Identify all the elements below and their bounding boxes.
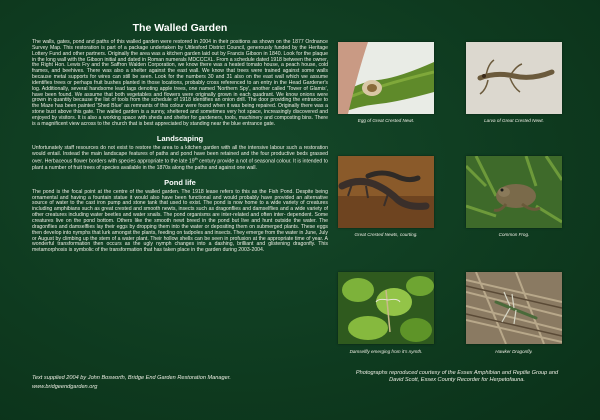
photo-common-frog bbox=[466, 156, 562, 228]
caption-newt-larva: Larva of Great Crested Newt. bbox=[484, 118, 544, 123]
caption-common-frog: Common Frog. bbox=[498, 232, 530, 237]
text-column bbox=[32, 22, 328, 254]
common-frog-image bbox=[466, 156, 562, 228]
text-supplied-by: Text supplied 2004 by John Bosworth, Bridge End Garden Restoration Manager. bbox=[32, 375, 231, 381]
landscaping-heading: Landscaping bbox=[156, 133, 204, 143]
photo-courting-newts bbox=[338, 156, 434, 228]
newt-egg-image bbox=[338, 42, 434, 114]
text-credit bbox=[32, 375, 332, 392]
pondlife-heading: Pond life bbox=[164, 177, 196, 187]
photo-newt-larva bbox=[466, 42, 562, 114]
photo-newt-egg bbox=[338, 42, 434, 114]
landscaping-text-after: century provide a not of seasonal colour. It is intended to plant a number of fruit trees of species available in the 1870s along the paths and against one wall. bbox=[32, 159, 328, 171]
caption-damselfly: Damselfly emerging from it's nymth. bbox=[349, 349, 423, 354]
page-title: The Walled Garden bbox=[132, 22, 228, 34]
photo-hawker-dragonfly bbox=[466, 272, 562, 344]
photo-credit: Photographs reproduced courtesy of the Essex Amphibian and Reptile Group and David Scott, Essex County Recorder for Herpetofauna. bbox=[355, 370, 559, 383]
landscaping-superscript: th bbox=[194, 157, 198, 162]
pondlife-paragraph: The pond is the focal point at the centre of the walled garden. The 1918 lease refers to this as the Fish Pond. Despite being ornamental and having a fountain statue it would also have been functional and would probably have provided an alternative source of water to the cast iron pump and stone tank that used to exist. The pond is now home to a wide variety of creatures including amphibians such as great crested and smooth newts, insects such as dragonflies and damselflies and a wide variety of other creatures including water beetles and water snails. The pond organisms are inter-related and often inter- dependent. Some creatures live on the pond bottom. Others like the smooth newt breed in the pond but live and hunt outside the water. The dragonflies and damselflies lay their eggs by dropping them into the water or depositing them on submerged plants. These eggs then develop into nymphs that lurk amongst the plants, feeding on tadpoles and insects. They emerge from the water in June, July or August by climbing up the stem of a water plant. Their hollow shells can be seen in profusion at the appropriate time of year. A wonderful transformation then occurs as the ugly nymph changes into a dashing, brilliant and glistening dragonfly. This metamorphosis is symbolic of the transformation that has taken place in the garden during 2003-2004. bbox=[32, 188, 328, 254]
courting-newts-image bbox=[338, 156, 434, 228]
landscaping-paragraph bbox=[32, 146, 328, 172]
landscaping-text-before: Unfortunately staff resources do not exist to restore the area to a kitchen garden with all the intensive labour such a restoration would entail. Instead the main landscape features of paths and pond have been retained and the four productive beds grassed over. Herbaceous flower borders with species appropriate to the late 19 bbox=[32, 144, 328, 166]
damselfly-image bbox=[338, 272, 434, 344]
caption-courting-newts: Great Crested Newts, courting. bbox=[354, 232, 418, 237]
hawker-dragonfly-image bbox=[466, 272, 562, 344]
caption-newt-egg: Egg of Great Crested Newt. bbox=[357, 118, 415, 123]
newt-larva-image bbox=[466, 42, 562, 114]
intro-paragraph: The walls, gates, pond and paths of this walled garden were restored in 2004 in their positions as shown on the 1877 Ordnance Survey Map. This restoration is part of a package undertaken by Uttlesford District Council, generously funded by the Heritage Lottery Fund and other partners. Originally the area was a kitchen garden laid out by Francis Gibson in 1840. Look for the plaque in the long wall with the Gibson initial and dated in Roman numerals MDCCCXL. From a schedule dated 1918 between the owner, the Right Hon. Lewis Fry and the Saffron Walden Corporation, we know there was a heated tomato house, a peach house, cold frames, and beehives. There was also a shelter against the east wall. We know that trees were trained against some walls because metal supports for wires can still be seen. Look for the numbers 30 and 31 also on the east wall which we assume identifies trees or perhaps fruit bushes planted in those locations, probably cross referenced to an entry in the Head Gardener's log. Additionally, several handsome lead tags denoting apple trees, one named 'Northern Spy', another called 'Tower of Glamis', have been found. We assume that both vegetables and flowers were originally grown in each quadrant. We know onions were grown in quantity because the list of tools from the schedule of 1918 identifies an onion drill. The door providing the entrance to the Maze has been painted 'Shed Blue' as remnants of this colour were found when it was being repaired. Originally there was a stone bust above this gate. The walled garden is a sunny, sheltered and sometimes very hot space, increasingly discovered and enjoyed by visitors. It is also a working space with sheds and shelter for gardeners, tools, machinery and composting bins. There is a magnificent view across to the church that is best appreciated by standing near the blue entrance gate. bbox=[32, 39, 328, 127]
caption-hawker-dragonfly: Hawker Dragonfly. bbox=[495, 349, 533, 354]
website-link[interactable]: www.bridgeendgarden.org bbox=[32, 383, 98, 390]
photo-damselfly bbox=[338, 272, 434, 344]
